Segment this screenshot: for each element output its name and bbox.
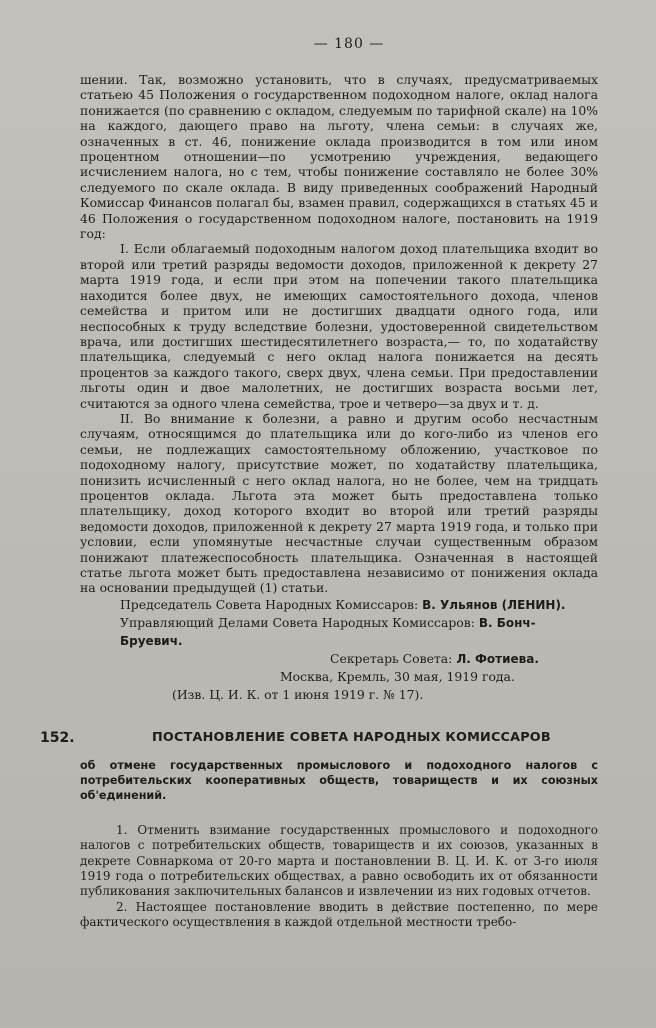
signature-name: В. Бонч-Бруевич. xyxy=(120,615,536,648)
decree-article-1: 1. Отменить взимание государственных промыслового и подоходного налогов с потребительских обществ, товариществ и их союзов, указанных в декрете Совнаркома от 20-го марта и постановлении В. Ц. И. К. от 3-го июля 1919 года о потребительских обществах, а равно освободить их от обязанности публикования заключительных балансов и извлечении из них годовых отчетов. xyxy=(80,822,598,899)
signature-chairman xyxy=(80,596,598,614)
place-date: Москва, Кремль, 30 мая, 1919 года. xyxy=(280,668,515,684)
decree-title: ПОСТАНОВЛЕНИЕ СОВЕТА НАРОДНЫХ КОМИССАРОВ xyxy=(152,729,551,745)
paragraph-article-1: I. Если облагаемый подоходным налогом доход плательщика входит во второй или третий разряды ведомости доходов, приложенной к декрету 27 марта 1919 года, и если при этом на попечении такого плательщика находится более двух, не имеющих самостоятельного дохода, членов семейства и притом или не достигших двадцати одного года, или неспособных к труду вследствие болезни, удостоверенной свидетельством врача, или достигших шестидесятилетнего возраста,— то, по ходатайству плательщика, следуемый с него оклад налога понижается на десять процентов за каждого такого, сверх двух, члена семьи. При предоставлении льготы один и двое малолетних, не достигших возраста восьми лет, считаются за одного члена семейства, трое и четверо—за двух и т. д. xyxy=(80,241,598,411)
paragraph-1: шении. Так, возможно установить, что в случаях, предусматриваемых статьею 45 Положения о государственном подоходном налоге, оклад налога понижается (по сравнению с окладом, следуемым по тарифной скале) на 10% на каждого, дающего право на льготу, члена семьи: в случаях же, означенных в ст. 46, понижение оклада производится в том или ином процентном отношении—по усмотрению учреждения, ведающего исчислением налога, но с тем, чтобы понижение составляло не более 30% следуемого по скале оклада. В виду приведенных соображений Народный Комиссар Финансов полагал бы, взамен правил, содержащихся в статьях 45 и 46 Положения о государственном подоходном налоге, постановить на 1919 год: xyxy=(80,72,598,242)
decree-heading xyxy=(40,729,598,746)
source-citation: (Изв. Ц. И. К. от 1 июня 1919 г. № 17). xyxy=(172,686,424,702)
signature-manager xyxy=(80,614,598,650)
signature-role: Управляющий Делами Совета Народных Комиссаров: xyxy=(120,614,475,630)
decree-subtitle: об отмене государственных промыслового и подоходного налогов с потребительских кооперативных обществ, товариществ и их союзных об'единений. xyxy=(80,758,598,802)
paragraph-article-2: II. Во внимание к болезни, а равно и другим особо несчастным случаям, относящимся до плательщика или до кого-либо из членов его семьи, не подлежащих самостоятельному обложению, участковое по подоходному налогу, присутствие может, по ходатайству плательщика, понизить исчисленный с него оклад налога, но не более, чем на тридцать процентов оклада. Льгота эта может быть предоставлена только плательщику, доход которого входит во второй или третий разряды ведомости доходов, приложенной к декрету 27 марта 1919 года, и только при условии, если упомянутые несчастные случаи существенным образом понижают платежеспособность плательщика. Означенная в настоящей статье льгота может быть предоставлена независимо от понижения оклада на основании предыдущей (1) статьи. xyxy=(80,410,598,596)
signature-role: Секретарь Совета: xyxy=(330,650,453,666)
page-number: — 180 — xyxy=(313,36,385,52)
signature-name: Л. Фотиева. xyxy=(456,651,539,666)
signature-role: Председатель Совета Народных Комиссаров: xyxy=(120,596,419,612)
decree-article-2: 2. Настоящее постановление вводить в действие постепенно, по мере фактического осуществления в каждой отдельной местности требо- xyxy=(80,899,598,930)
decree-number: 152. xyxy=(40,729,75,746)
signature-name: В. Ульянов (ЛЕНИН). xyxy=(422,597,566,612)
signature-secretary xyxy=(80,650,598,668)
